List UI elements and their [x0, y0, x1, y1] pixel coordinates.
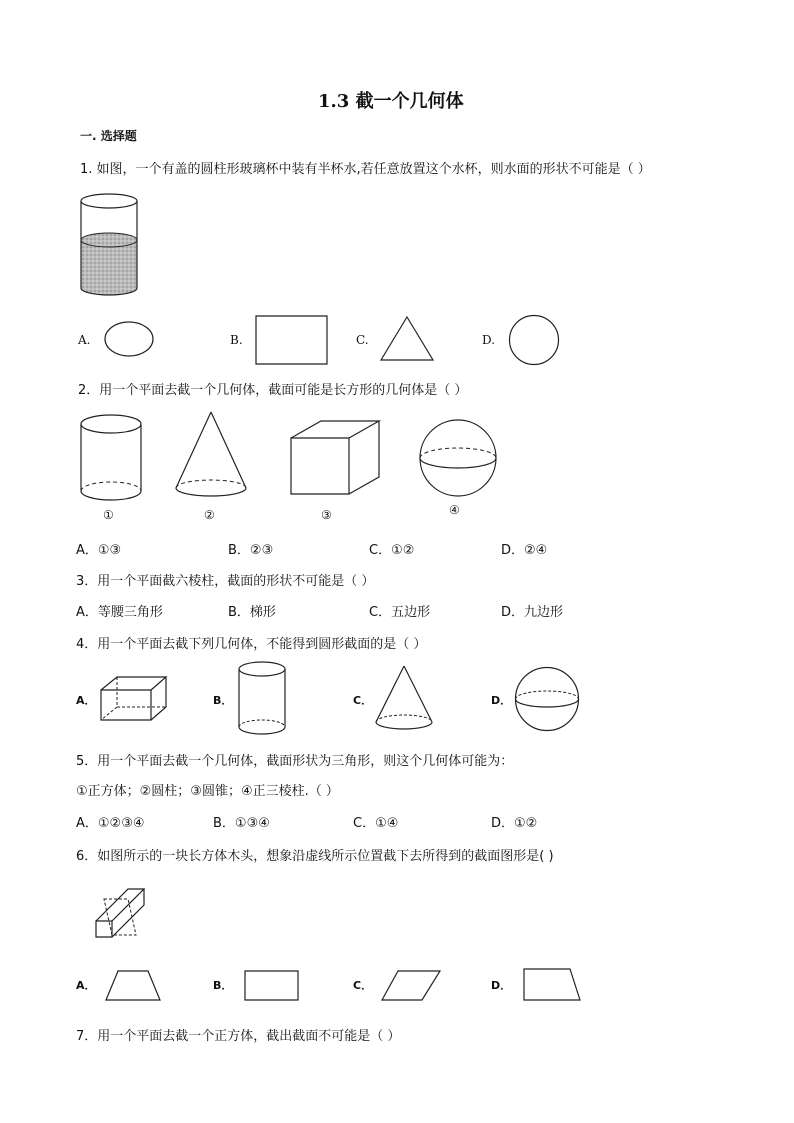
q3-option-c[interactable]: C．五边形: [369, 605, 431, 620]
question-6-text: 6．如图所示的一块长方体木头，想象沿虚线所示位置截下去所得到的截面图形是( ): [76, 849, 554, 864]
figure-label-4: ④: [449, 503, 460, 517]
ellipse-icon: [103, 320, 155, 358]
q2-option-d[interactable]: D．②④: [501, 543, 548, 558]
q2-option-b[interactable]: B．②③: [228, 543, 274, 558]
question-3-text: 3．用一个平面截六棱柱，截面的形状不可能是（ ）: [76, 574, 375, 589]
question-5-subtext: ①正方体；②圆柱；③圆锥；④正三棱柱.（ ）: [76, 784, 339, 799]
question-7-text: 7．用一个平面去截一个正方体，截出截面不可能是（ ）: [76, 1029, 401, 1044]
q1-option-a-label[interactable]: A.: [78, 333, 91, 347]
triangle-icon: [380, 316, 434, 362]
figure-label-2: ②: [204, 508, 215, 522]
q6-option-d-label[interactable]: D．: [491, 979, 512, 992]
cone-figure: [375, 664, 433, 732]
question-1-text: 1. 如图，一个有盖的圆柱形玻璃杯中装有半杯水,若任意放置这个水杯，则水面的形状不可能是（ ）: [80, 162, 651, 177]
figure-label-1: ①: [103, 508, 114, 522]
cube-figure: [290, 420, 382, 496]
q5-option-d[interactable]: D．①②: [491, 816, 538, 831]
figure-label-3: ③: [321, 508, 332, 522]
q4-option-a-label[interactable]: A．: [76, 694, 96, 707]
trapezoid-icon: [104, 970, 162, 1002]
question-2-text: 2．用一个平面去截一个几何体，截面可能是长方形的几何体是（ ）: [78, 383, 468, 398]
cuboid-figure: [100, 676, 168, 722]
q4-option-c-label[interactable]: C．: [353, 694, 373, 707]
cone-figure: [174, 410, 248, 502]
rectangle-icon: [255, 315, 329, 365]
q3-option-a[interactable]: A．等腰三角形: [76, 605, 163, 620]
water-glass-cylinder-figure: [78, 190, 140, 298]
q1-option-d-label[interactable]: D.: [482, 333, 496, 347]
q3-option-b[interactable]: B．梯形: [228, 605, 276, 620]
right-trapezoid-icon: [522, 968, 582, 1002]
q2-option-a[interactable]: A．①③: [76, 543, 122, 558]
q1-option-b-label[interactable]: B.: [230, 333, 243, 347]
q1-option-c-label[interactable]: C.: [356, 333, 369, 347]
sphere-figure: [514, 666, 580, 732]
page-title: 1.3 截一个几何体: [318, 91, 464, 112]
q5-option-a[interactable]: A．①②③④: [76, 816, 145, 831]
sphere-figure: [418, 418, 498, 498]
wooden-block-figure: [94, 883, 146, 941]
cylinder-figure: [238, 660, 286, 736]
q6-option-c-label[interactable]: C．: [353, 979, 373, 992]
q4-option-d-label[interactable]: D．: [491, 694, 512, 707]
circle-icon: [508, 314, 560, 366]
cylinder-figure: [80, 412, 142, 504]
q5-option-c[interactable]: C．①④: [353, 816, 399, 831]
parallelogram-icon: [380, 970, 442, 1002]
q2-option-c[interactable]: C．①②: [369, 543, 415, 558]
rectangle-icon: [244, 970, 300, 1002]
q5-option-b[interactable]: B．①③④: [213, 816, 270, 831]
q6-option-b-label[interactable]: B．: [213, 979, 233, 992]
question-4-text: 4．用一个平面去截下列几何体，不能得到圆形截面的是（ ）: [76, 637, 427, 652]
q6-option-a-label[interactable]: A．: [76, 979, 96, 992]
q3-option-d[interactable]: D．九边形: [501, 605, 564, 620]
section-heading: 一. 选择题: [80, 129, 137, 143]
question-5-text: 5．用一个平面去截一个几何体，截面形状为三角形，则这个几何体可能为：: [76, 754, 514, 769]
q4-option-b-label[interactable]: B．: [213, 694, 233, 707]
